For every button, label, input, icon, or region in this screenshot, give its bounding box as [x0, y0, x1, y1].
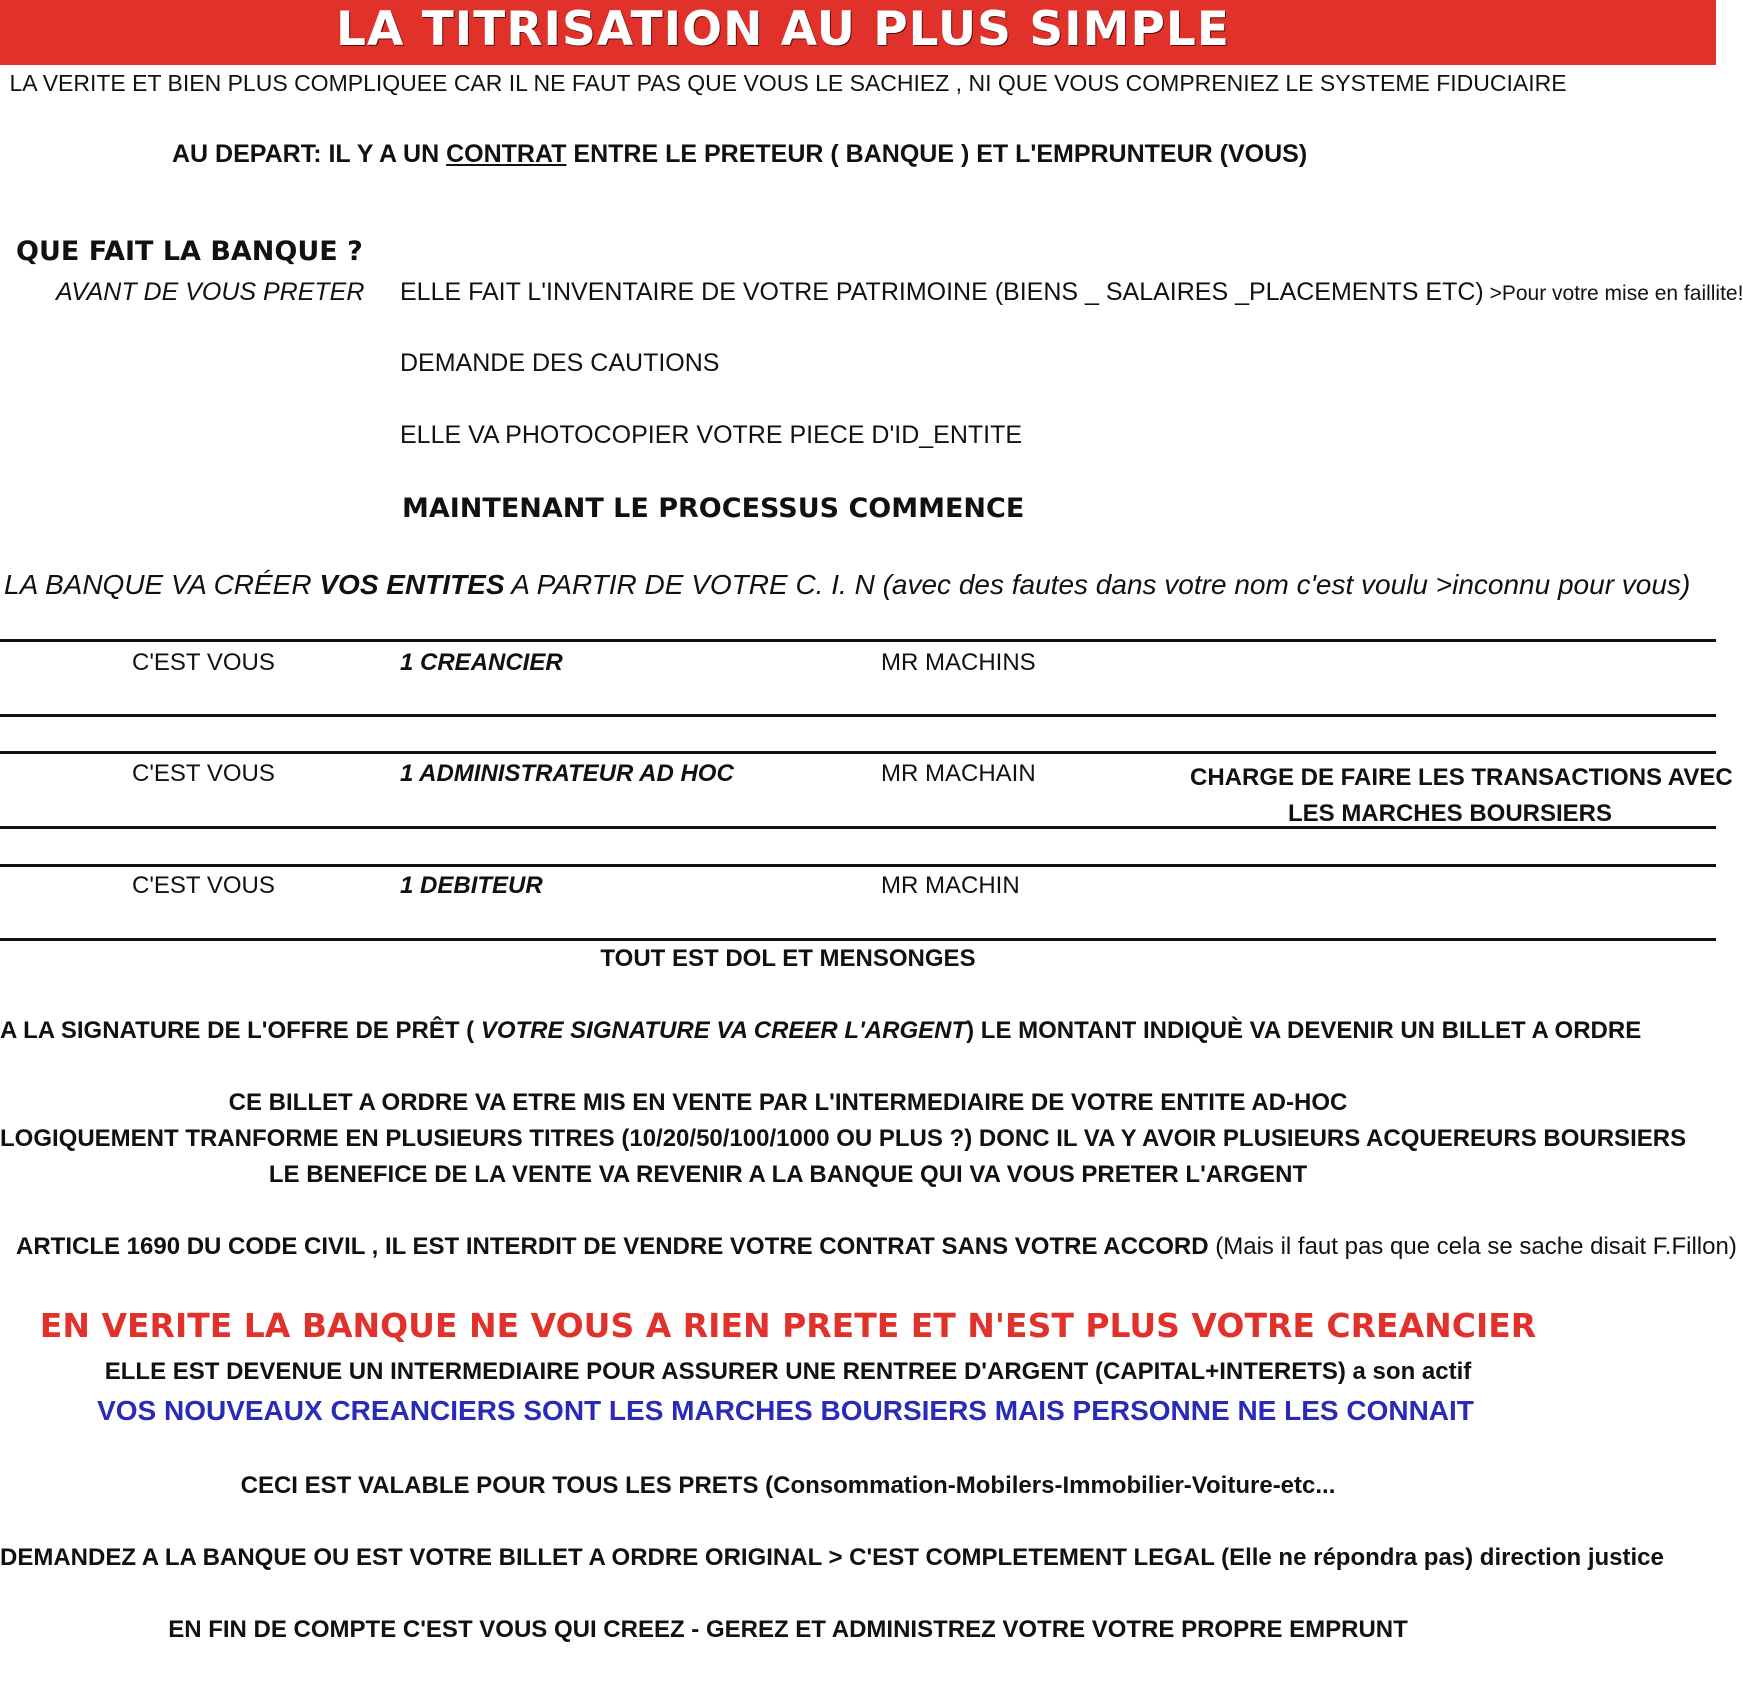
entity-row-2-note-line1: CHARGE DE FAIRE LES TRANSACTIONS AVEC	[1190, 764, 1733, 791]
inventory-main: ELLE FAIT L'INVENTAIRE DE VOTRE PATRIMOINE (BIENS _ SALAIRES _PLACEMENTS ETC)	[400, 278, 1484, 306]
billet-line-2: LOGIQUEMENT TRANFORME EN PLUSIEURS TITRES (10/20/50/100/1000 OU PLUS ?) DONC IL VA Y AVOIR PLUSIEURS ACQUEREURS BOURSIERS	[0, 1125, 1687, 1152]
creation-part3: A PARTIR DE VOTRE C. I. N (avec des fautes dans votre nom c'est voulu >inconnu pour vous)	[504, 569, 1691, 600]
page-title: LA TITRISATION AU PLUS SIMPLE	[336, 2, 1230, 57]
contract-word: CONTRAT	[446, 140, 567, 168]
article-line	[16, 1233, 1737, 1261]
creation-part1: LA BANQUE VA CRÉER	[4, 569, 320, 600]
signature-line	[0, 1017, 1716, 1045]
signature-part3: ) LE MONTANT INDIQUÈ VA DEVENIR UN BILLET A ORDRE	[966, 1017, 1642, 1044]
billet-line-1: CE BILLET A ORDRE VA ETRE MIS EN VENTE PAR L'INTERMEDIAIRE DE VOTRE ENTITE AD-HOC	[228, 1089, 1348, 1116]
entity-row-3-who: C'EST VOUS	[132, 872, 275, 899]
cautions-item: DEMANDE DES CAUTIONS	[400, 349, 720, 377]
entity-row-2-role: 1 ADMINISTRATEUR AD HOC	[400, 760, 734, 787]
title-banner	[0, 0, 1716, 65]
billet-line-3: LE BENEFICE DE LA VENTE VA REVENIR A LA BANQUE QUI VA VOUS PRETER L'ARGENT	[268, 1161, 1308, 1188]
rule-5	[0, 864, 1716, 867]
inventory-item	[400, 278, 1743, 307]
demandez-line: DEMANDEZ A LA BANQUE OU EST VOTRE BILLET A ORDRE ORIGINAL > C'EST COMPLETEMENT LEGAL (Elle ne répondra pas) direction justice	[0, 1544, 1664, 1571]
rule-2	[0, 714, 1716, 717]
inventory-note: >Pour votre mise en faillite!	[1483, 282, 1743, 305]
entity-row-2-note-line2: LES MARCHES BOURSIERS	[1287, 800, 1613, 827]
entity-row-3-role: 1 DEBITEUR	[400, 872, 543, 899]
entity-row-1-role: 1 CREANCIER	[400, 649, 563, 676]
creation-line	[4, 569, 1690, 601]
intermediaire-main: ELLE EST DEVENUE UN INTERMEDIAIRE POUR ASSURER UNE RENTREE D'ARGENT (CAPITAL+INTERETS)	[104, 1358, 1346, 1385]
entity-row-2-name: MR MACHAIN	[881, 760, 1036, 787]
rule-6	[0, 938, 1716, 941]
depart-line	[172, 140, 1307, 169]
dol-line: TOUT EST DOL ET MENSONGES	[600, 945, 976, 972]
depart-suffix: ENTRE LE PRETEUR ( BANQUE ) ET L'EMPRUNTEUR (VOUS)	[566, 140, 1308, 168]
subtitle: LA VERITE ET BIEN PLUS COMPLIQUEE CAR IL NE FAUT PAS QUE VOUS LE SACHIEZ , NI QUE VOUS COMPRENIEZ LE SYSTEME FIDUCIAIRE	[9, 70, 1567, 96]
rule-3	[0, 751, 1716, 754]
entity-row-2-note	[1190, 760, 1733, 832]
fin-line: EN FIN DE COMPTE C'EST VOUS QUI CREEZ - GEREZ ET ADMINISTREZ VOTRE VOTRE PROPRE EMPRUNT	[168, 1616, 1408, 1643]
article-note: (Mais il faut pas que cela se sache disait F.Fillon)	[1208, 1233, 1737, 1260]
valable-line: CECI EST VALABLE POUR TOUS LES PRETS (Consommation-Mobilers-Immobilier-Voiture-etc...	[240, 1472, 1336, 1499]
intermediaire-note: a son actif	[1345, 1358, 1472, 1385]
signature-part2: VOTRE SIGNATURE VA CREER L'ARGENT	[480, 1017, 967, 1044]
question-label: AVANT DE VOUS PRETER	[56, 278, 365, 306]
verite-line: EN VERITE LA BANQUE NE VOUS A RIEN PRETE ET N'EST PLUS VOTRE CREANCIER	[39, 1306, 1537, 1345]
signature-part1: A LA SIGNATURE DE L'OFFRE DE PRÊT (	[0, 1017, 481, 1044]
depart-prefix: AU DEPART: IL Y A UN	[172, 140, 447, 168]
nouveaux-line: VOS NOUVEAUX CREANCIERS SONT LES MARCHES BOURSIERS MAIS PERSONNE NE LES CONNAIT	[97, 1395, 1474, 1426]
entity-row-3-name: MR MACHIN	[881, 872, 1020, 899]
intermediaire-line	[0, 1358, 1716, 1386]
creation-part2: VOS ENTITES	[319, 569, 505, 600]
photocopy-item: ELLE VA PHOTOCOPIER VOTRE PIECE D'ID_ENTITE	[400, 421, 1023, 449]
question-heading: QUE FAIT LA BANQUE ?	[16, 236, 363, 267]
rule-1	[0, 639, 1716, 642]
article-main: ARTICLE 1690 DU CODE CIVIL , IL EST INTERDIT DE VENDRE VOTRE CONTRAT SANS VOTRE ACCORD	[16, 1233, 1209, 1260]
entity-row-1-name: MR MACHINS	[881, 649, 1036, 676]
entity-row-1-who: C'EST VOUS	[132, 649, 275, 676]
process-heading: MAINTENANT LE PROCESSUS COMMENCE	[402, 493, 1025, 524]
entity-row-2-who: C'EST VOUS	[132, 760, 275, 787]
